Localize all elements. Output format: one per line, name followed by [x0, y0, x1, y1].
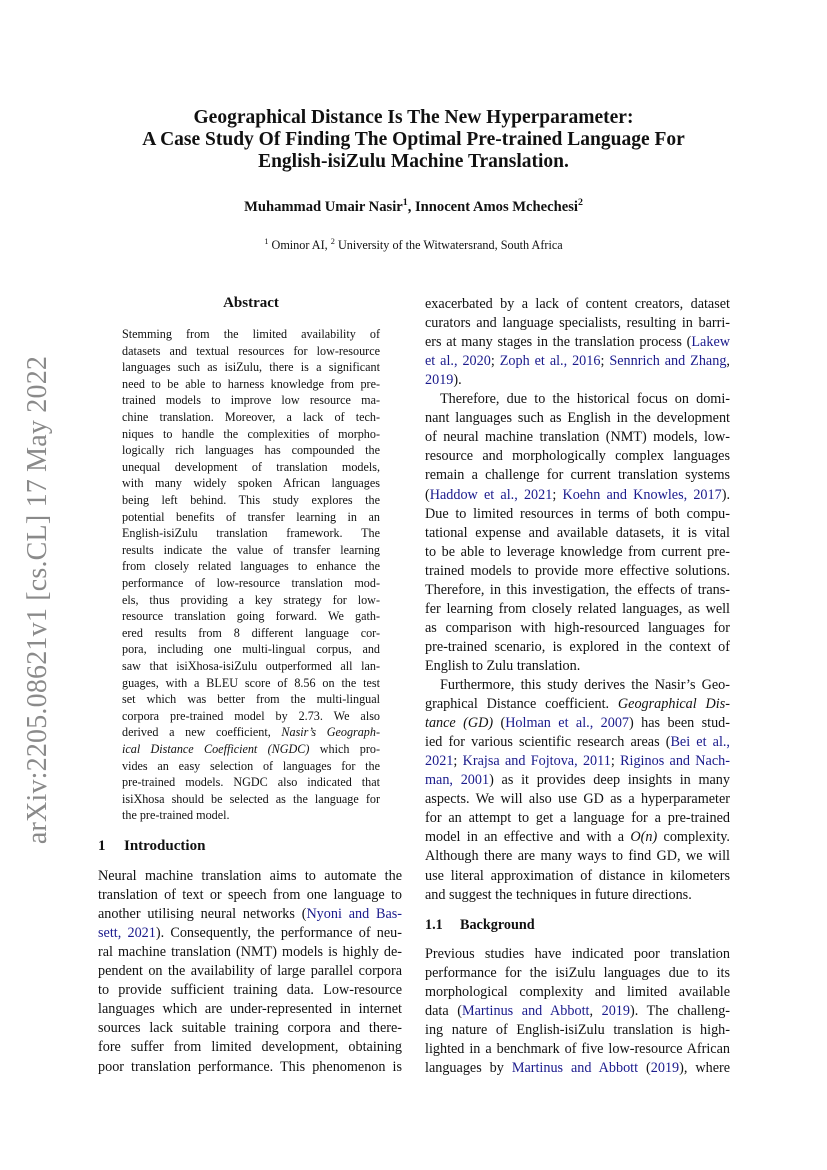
text-span: Previous studies have indicated poor translation [425, 946, 730, 962]
body-line [98, 887, 402, 904]
abstract-line [122, 576, 380, 591]
text-span: the pre-trained model. [122, 808, 230, 823]
italic-term: ical Distance Coefficient (NGDC) [122, 742, 310, 756]
text-span: translation of text or speech from one language to [98, 887, 402, 904]
text-span: lighted in a benchmark of five low-resource African [425, 1041, 730, 1058]
body-line [425, 1060, 730, 1077]
abstract-line [122, 725, 380, 740]
text-span: pora, including one multi-lingual corpus, and [122, 642, 380, 657]
text-span: ied for various scientific research areas ( [425, 734, 671, 751]
text-span: English-isiZulu translation framework. The [122, 526, 380, 541]
text-span: pendent on the availability of large parallel corpora [98, 963, 402, 980]
author-name: Innocent Amos Mchechesi [414, 199, 578, 215]
text-span: Neural machine translation aims to automate the [98, 868, 402, 884]
abstract-line [122, 626, 380, 641]
body-line [425, 467, 730, 484]
citation-link[interactable]: Martinus and Abbott [511, 1060, 639, 1077]
abstract-line [122, 676, 380, 691]
abstract-line [122, 476, 380, 491]
text-span: with many widely spoken African languages [122, 476, 380, 491]
abstract-line [122, 460, 380, 475]
text-span: of neural machine translation (NMT) models, low- [425, 429, 730, 446]
text-span: Furthermore, this study derives the Nasir’s Geo- [440, 677, 730, 693]
abstract-line [122, 443, 380, 458]
body-line [425, 753, 730, 770]
text-span: complexity. [657, 829, 730, 846]
text-span: fer learning from closely related languages, as well [425, 600, 730, 617]
text-span: as comparison with high-resourced languages for [425, 619, 730, 636]
body-line [425, 296, 730, 313]
body-line [425, 946, 730, 963]
text-span: potential benefits of transfer learning in an [122, 509, 380, 524]
citation-link[interactable]: Holman et al., 2007 [505, 715, 630, 732]
abstract-line [122, 742, 380, 757]
text-span: ing nature of English-isiZulu translation is high- [425, 1022, 730, 1039]
body-line [98, 925, 402, 942]
title-line-2: A Case Study Of Finding The Optimal Pre-trained Language For [142, 129, 685, 150]
body-line [425, 487, 730, 504]
text-span: Therefore, due to the historical focus on domi- [440, 391, 730, 408]
text-span: performance for the isiZulu languages due to its [425, 965, 730, 982]
abstract-line [122, 543, 380, 558]
section-title: Introduction [124, 838, 206, 854]
italic-term: Geographical Dis- [617, 696, 730, 713]
subsection-number: 1.1 [425, 917, 443, 933]
text-span: data ( [425, 1003, 462, 1020]
citation-link[interactable]: Lakew [691, 334, 730, 351]
text-span: ) as it provides deep insights in many [489, 772, 730, 789]
subsection-heading-background [425, 917, 535, 934]
text-span: ( [638, 1060, 651, 1077]
text-span: Although there are many ways to find GD, we will [425, 848, 730, 865]
abstract-line [122, 642, 380, 657]
citation-link[interactable]: sett, 2021 [98, 925, 156, 942]
text-span: isiXhosa should be selected as the language for [122, 791, 380, 806]
abstract-line [122, 377, 380, 392]
body-line [425, 984, 730, 1001]
text-span: unequal development of translation models, [122, 459, 380, 474]
text-span: niques to handle the complexities of morpho- [122, 426, 380, 441]
body-line [425, 448, 730, 465]
text-span: , [589, 1003, 602, 1020]
body-line [425, 639, 730, 656]
body-line [425, 887, 730, 904]
text-span: morphological complexity and limited available [425, 984, 730, 1001]
text-span: need to be able to harness knowledge from pre- [122, 376, 380, 391]
author-affil-mark: 2 [577, 197, 583, 209]
body-line [98, 1001, 402, 1018]
body-line [425, 391, 730, 408]
citation-link[interactable]: Sennrich and Zhang [609, 353, 727, 370]
text-span: nant languages such as English in the development [425, 410, 730, 427]
title-line-3: English-isiZulu Machine Translation. [258, 151, 569, 172]
abstract-line [122, 792, 380, 807]
body-line [425, 620, 730, 637]
affil-name: Ominor AI, [268, 238, 331, 252]
body-line [425, 1022, 730, 1039]
body-line [425, 734, 730, 751]
affil-name: University of the Witwatersrand, South Africa [334, 238, 563, 252]
abstract-line [122, 493, 380, 508]
arxiv-stamp: arXiv:2205.08621v1 [cs.CL] 17 May 2022 [22, 355, 53, 845]
text-span: ). [453, 372, 462, 389]
section-heading-introduction [98, 838, 205, 855]
citation-link[interactable]: man, 2001 [425, 772, 490, 789]
text-span: remain a challenge for current translation systems [425, 467, 730, 484]
text-span: from closely related languages to enhance the [122, 559, 380, 574]
text-span: English to Zulu translation. [425, 657, 581, 674]
author-name: Muhammad Umair Nasir [244, 199, 403, 215]
body-line [425, 582, 730, 599]
text-span: pre-trained models. NGDC also indicated that [122, 775, 380, 790]
body-line [425, 848, 730, 865]
text-span: ers at many stages in the translation process ( [425, 334, 692, 351]
text-span: poor translation performance. This phenomenon is [98, 1058, 402, 1075]
text-span: pre-trained scenario, is explored in the context of [425, 638, 730, 655]
text-span: graphical Distance coefficient. [425, 696, 618, 713]
body-line [98, 1059, 402, 1076]
text-span: model in an effective and with a [425, 829, 631, 846]
citation-link[interactable]: Bei et al., [670, 734, 730, 751]
author-list [0, 199, 827, 216]
body-line [425, 715, 730, 732]
body-line [425, 658, 730, 675]
citation-link[interactable]: Koehn and Knowles, 2017 [562, 486, 722, 503]
abstract-line [122, 427, 380, 442]
text-span: sources lack suitable training corpora and there- [98, 1020, 402, 1037]
body-line [98, 944, 402, 961]
body-line [425, 772, 730, 789]
text-span: ; [490, 353, 500, 370]
abstract-line [122, 327, 380, 342]
text-span: languages such as isiZulu, there is a significant [122, 360, 380, 375]
body-line [425, 315, 730, 332]
affil-mark: 1 [264, 236, 269, 246]
text-span: exacerbated by a lack of content creators, dataset [425, 296, 730, 312]
body-line [425, 429, 730, 446]
abstract-line [122, 559, 380, 574]
body-line [425, 696, 730, 713]
citation-link[interactable]: Riginos and Nach- [620, 753, 730, 770]
text-span: ), where [679, 1060, 731, 1077]
section-number: 1 [98, 838, 106, 854]
text-span: ( [425, 486, 430, 503]
body-line [425, 1003, 730, 1020]
body-line [425, 506, 730, 523]
text-span: ered results from 8 different language cor- [122, 625, 380, 640]
text-span: results indicate the value of transfer learning [122, 542, 380, 557]
body-line [425, 868, 730, 885]
text-span: ; [610, 753, 621, 770]
body-line [425, 677, 730, 694]
italic-term: tance (GD) [425, 715, 494, 732]
text-span: ral machine translation (NMT) models is highly de- [98, 944, 402, 961]
text-span: els, thus providing a key strategy for low- [122, 592, 380, 607]
abstract-line [122, 808, 380, 823]
text-span: vides an easy selection of languages for the [122, 758, 380, 773]
citation-link[interactable]: 2019 [425, 372, 454, 389]
text-span: set which was better from the multi-lingual [122, 692, 380, 707]
citation-link[interactable]: Zoph et al., 2016 [499, 353, 601, 370]
abstract-line [122, 593, 380, 608]
body-line [425, 601, 730, 618]
body-line [98, 982, 402, 999]
text-span: to be able to leverage knowledge from current pre- [425, 543, 730, 560]
body-line [425, 1041, 730, 1058]
text-span: use literal approximation of distance in kilometers [425, 867, 730, 884]
citation-link[interactable]: Haddow et al., 2021 [429, 486, 553, 503]
text-span: ; [453, 753, 463, 770]
text-span: performance of low-resource translation mod- [122, 576, 380, 590]
italic-term: O(n) [630, 829, 658, 846]
abstract-line [122, 360, 380, 375]
body-line [425, 965, 730, 982]
abstract-line [122, 775, 380, 790]
text-span: being left behind. This study explores the [122, 493, 380, 507]
text-span: ; [600, 353, 610, 370]
citation-link[interactable]: Nyoni and Bas- [306, 906, 402, 923]
italic-term: Nasir’s Geograph- [281, 725, 380, 740]
title-line-1: Geographical Distance Is The New Hyperparameter: [193, 107, 634, 128]
text-span: aspects. We will also use GD as a hyperparameter [425, 791, 730, 808]
text-span: another utilising neural networks ( [98, 906, 307, 923]
body-line [425, 810, 730, 827]
citation-link[interactable]: et al., 2020 [425, 353, 491, 370]
author-affil-mark: 1 [402, 197, 408, 209]
body-line [98, 1039, 402, 1056]
citation-link[interactable]: 2021 [425, 753, 454, 770]
text-span: which pro- [309, 742, 380, 756]
text-span: corpora pre-trained model by 2.73. We also [122, 708, 380, 723]
body-line [98, 963, 402, 980]
text-span: languages by [425, 1060, 512, 1077]
affil-mark: 2 [330, 236, 335, 246]
text-span: datasets and textual resources for low-resource [122, 343, 380, 358]
body-line [425, 829, 730, 846]
abstract-line [122, 692, 380, 707]
body-line [425, 791, 730, 808]
body-line [425, 563, 730, 580]
text-span: , [726, 353, 730, 370]
body-line [425, 334, 730, 351]
citation-link[interactable]: 2019 [650, 1060, 680, 1077]
text-span: ). The challeng- [629, 1003, 731, 1020]
text-span: languages which are under-represented in internet [98, 1001, 402, 1018]
abstract-line [122, 510, 380, 525]
text-span: saw that isiXhosa-isiZulu outperformed all lan- [122, 659, 380, 673]
text-span: Therefore, in this investigation, the effects of trans- [425, 581, 730, 598]
body-line [425, 544, 730, 561]
text-span: ). [721, 486, 730, 503]
abstract-line [122, 659, 380, 674]
author-separator: , [407, 199, 415, 215]
citation-link[interactable]: Martinus and Abbott [461, 1003, 590, 1020]
abstract-line [122, 410, 380, 425]
body-line [98, 1020, 402, 1037]
text-span: Stemming from the limited availability of [122, 327, 380, 341]
text-span: for an attempt to get a language for a pre-trained [425, 810, 730, 827]
text-span: derived a new coefficient, [122, 725, 282, 740]
text-span: fore suffer from limited development, obtaining [98, 1039, 402, 1056]
body-line [98, 906, 402, 923]
abstract-line [122, 393, 380, 408]
abstract-line [122, 709, 380, 724]
text-span: Due to limited resources in terms of both compu- [425, 505, 730, 522]
abstract-line [122, 609, 380, 624]
affiliations [0, 238, 827, 253]
abstract-line [122, 526, 380, 541]
text-span: and suggest the techniques in future directions. [425, 886, 692, 903]
citation-link[interactable]: Krajsa and Fojtova, 2011 [462, 753, 611, 770]
subsection-title: Background [460, 917, 535, 933]
text-span: resource and morphologically complex languages [425, 448, 730, 465]
citation-link[interactable]: 2019 [601, 1003, 630, 1020]
text-span: resource translation going forward. We gath- [122, 609, 380, 624]
text-span: trained models to improve low resource ma- [122, 393, 380, 408]
body-line [425, 353, 730, 370]
body-line [425, 372, 730, 389]
text-span: logically rich languages has compounded the [122, 443, 380, 458]
text-span: ) has been stud- [629, 715, 731, 732]
abstract-heading: Abstract [223, 295, 279, 311]
text-span: ( [493, 715, 506, 732]
text-span: tational expense and available datasets, it is vital [425, 524, 730, 541]
abstract-line [122, 344, 380, 359]
body-line [98, 868, 402, 885]
text-span: guages, with a BLEU score of 8.56 on the test [122, 675, 380, 690]
text-span: trained models to provide more effective solutions. [425, 562, 730, 579]
text-span: ; [552, 486, 563, 503]
text-span: curators and language specialists, resulting in barri- [425, 315, 730, 332]
text-span: chine translation. Moreover, a lack of tech- [122, 410, 380, 424]
abstract-line [122, 759, 380, 774]
text-span: to provide sufficient training data. Low-resource [98, 982, 402, 999]
text-span: ). Consequently, the performance of neu- [155, 925, 402, 942]
body-line [425, 525, 730, 542]
body-line [425, 410, 730, 427]
